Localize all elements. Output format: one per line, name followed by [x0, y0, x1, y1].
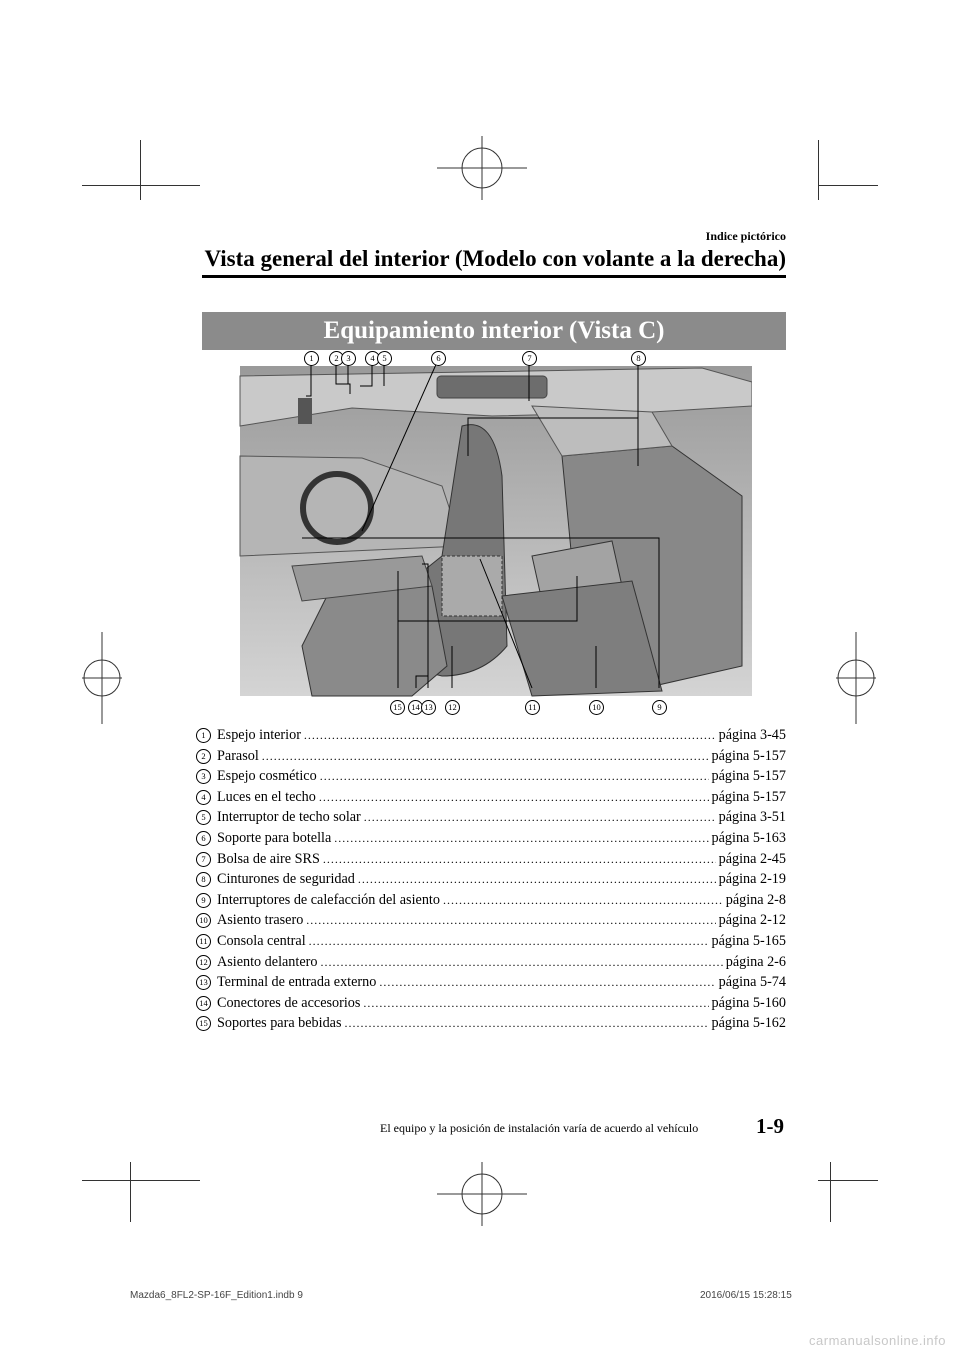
callout-7-label: 7 [522, 351, 537, 366]
item-label: Luces en el techo [217, 788, 316, 805]
print-slug-date: 2016/06/15 15:28:15 [700, 1290, 792, 1301]
list-item [196, 993, 786, 1014]
list-item [196, 807, 786, 828]
item-page-ref: página 2-12 [718, 912, 786, 929]
item-label: Espejo cosmético [217, 768, 317, 785]
section-banner [202, 312, 786, 350]
item-number: 14 [196, 996, 211, 1011]
item-number: 6 [196, 831, 211, 846]
sunroof-shape [437, 376, 547, 398]
callout-10-label: 10 [589, 700, 604, 715]
list-item [196, 931, 786, 952]
item-page-ref: página 5-162 [711, 1015, 786, 1032]
item-page-ref: página 2-8 [725, 891, 786, 908]
callout-13-label: 13 [421, 700, 436, 715]
mirror-shape [298, 398, 312, 424]
list-item [196, 972, 786, 993]
item-number: 4 [196, 790, 211, 805]
item-number: 11 [196, 934, 211, 949]
list-item [196, 849, 786, 870]
page-title: Vista general del interior (Modelo con volante a la derecha) [204, 246, 786, 271]
dot-leader [345, 1013, 709, 1034]
dot-leader [358, 869, 716, 890]
callout-2-label: 2 [329, 351, 344, 366]
interior-illustration [232, 346, 752, 718]
callout-1-label: 1 [304, 351, 319, 366]
callout-6-label: 6 [431, 351, 446, 366]
section-label: Indice pictórico [705, 229, 786, 243]
item-number: 2 [196, 749, 211, 764]
item-number: 5 [196, 810, 211, 825]
list-item [196, 952, 786, 973]
item-page-ref: página 2-6 [725, 953, 786, 970]
item-number: 7 [196, 852, 211, 867]
dot-leader [334, 828, 708, 849]
dot-leader [443, 890, 723, 911]
dot-leader [320, 952, 722, 973]
callout-5-label: 5 [377, 351, 392, 366]
list-item [196, 869, 786, 890]
dot-leader [262, 746, 709, 767]
item-page-ref: página 5-165 [711, 932, 786, 949]
callout-9-label: 9 [652, 700, 667, 715]
callout-11-label: 11 [525, 700, 540, 715]
footer-note: El equipo y la posición de instalación varía de acuerdo al vehículo [380, 1121, 699, 1135]
item-label: Terminal de entrada externo [217, 974, 377, 991]
item-number: 3 [196, 769, 211, 784]
item-label: Interruptor de techo solar [217, 809, 361, 826]
page-number: 1-9 [756, 1114, 784, 1138]
item-page-ref: página 2-45 [718, 850, 786, 867]
registration-mark-bottom [437, 1162, 527, 1226]
item-number: 10 [196, 913, 211, 928]
list-item [196, 890, 786, 911]
item-label: Consola central [217, 932, 306, 949]
dot-leader [379, 972, 715, 993]
list-item [196, 746, 786, 767]
item-page-ref: página 5-157 [711, 788, 786, 805]
dot-leader [323, 849, 716, 870]
list-item [196, 1013, 786, 1034]
callout-3-label: 3 [341, 351, 356, 366]
list-item [196, 787, 786, 808]
dot-leader [319, 787, 709, 808]
item-page-ref: página 3-45 [718, 727, 786, 743]
item-number: 9 [196, 893, 211, 908]
item-number: 8 [196, 872, 211, 887]
list-item [196, 828, 786, 849]
callout-12-label: 12 [445, 700, 460, 715]
registration-mark-top [437, 136, 527, 200]
registration-mark-right [836, 632, 876, 724]
callout-8-label: 8 [631, 351, 646, 366]
dot-leader [363, 993, 708, 1014]
item-label: Asiento delantero [217, 953, 318, 970]
item-page-ref: página 5-163 [711, 829, 786, 846]
callout-4-label: 4 [365, 351, 380, 366]
dot-leader [309, 931, 709, 952]
item-label: Asiento trasero [217, 912, 304, 929]
item-label: Espejo interior [217, 727, 301, 743]
item-label: Cinturones de seguridad [217, 871, 355, 888]
item-label: Bolsa de aire SRS [217, 850, 320, 867]
list-item [196, 725, 786, 746]
item-label: Soporte para botella [217, 829, 332, 846]
item-page-ref: página 3-51 [718, 809, 786, 826]
banner-title: Equipamiento interior (Vista C) [323, 317, 665, 344]
item-number: 1 [196, 728, 211, 743]
heading-rule [202, 275, 786, 278]
item-page-ref: página 5-74 [718, 974, 786, 991]
print-slug-file: Mazda6_8FL2-SP-16F_Edition1.indb 9 [130, 1290, 303, 1301]
callout-index-list [196, 725, 786, 1034]
item-label: Interruptores de calefacción del asiento [217, 891, 440, 908]
watermark: carmanualsonline.info [809, 1333, 946, 1348]
item-number: 15 [196, 1016, 211, 1031]
dot-leader [304, 725, 716, 746]
item-label: Conectores de accesorios [217, 994, 361, 1011]
callout-15-label: 15 [390, 700, 405, 715]
dot-leader [364, 807, 716, 828]
callout-14-label: 14 [408, 700, 423, 715]
dot-leader [320, 766, 709, 787]
item-page-ref: página 5-157 [711, 747, 786, 764]
item-page-ref: página 5-160 [711, 994, 786, 1011]
dot-leader [306, 910, 715, 931]
list-item [196, 766, 786, 787]
registration-mark-left [82, 632, 122, 724]
item-label: Soportes para bebidas [217, 1015, 342, 1032]
item-number: 12 [196, 955, 211, 970]
item-label: Parasol [217, 747, 259, 764]
item-page-ref: página 2-19 [718, 871, 786, 888]
list-item [196, 910, 786, 931]
item-page-ref: página 5-157 [711, 768, 786, 785]
item-number: 13 [196, 975, 211, 990]
